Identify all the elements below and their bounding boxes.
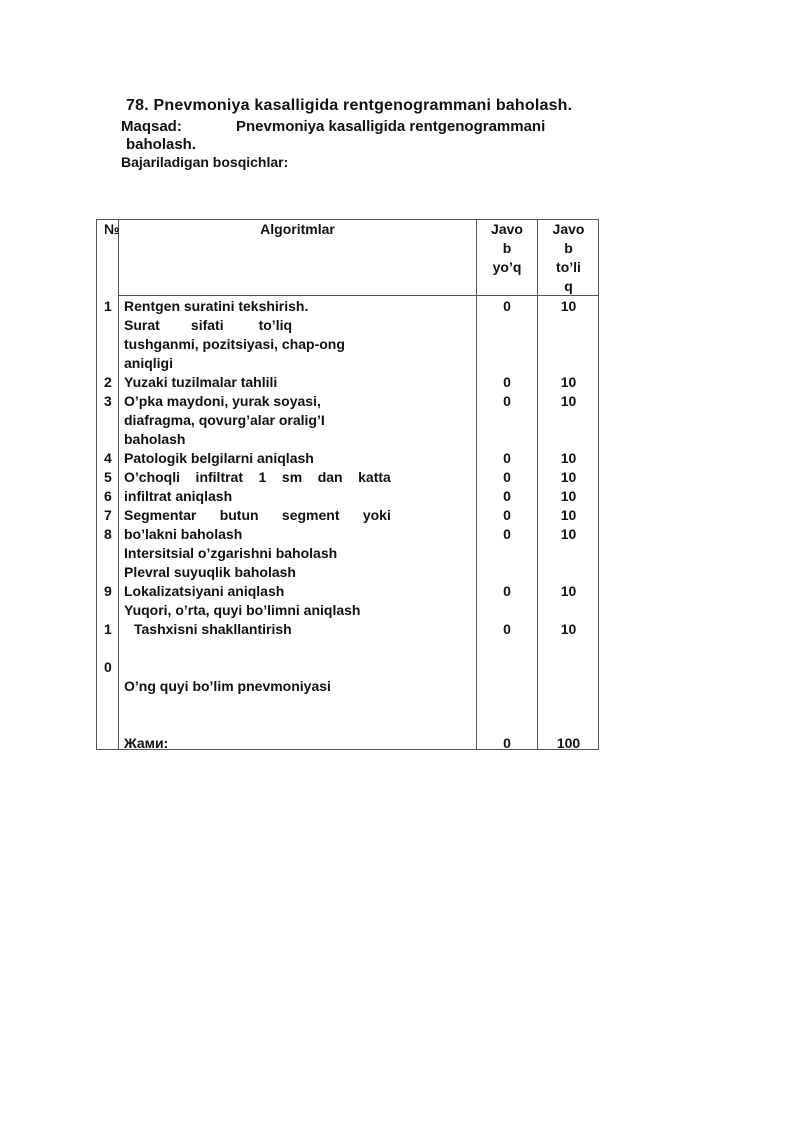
- algorithm-line: diafragma, qovurg’alar oralig’I: [124, 412, 325, 428]
- header-no-answer-line: Javo: [491, 221, 523, 237]
- row-number: 5: [104, 469, 112, 485]
- full-answer-score: 10: [560, 488, 577, 504]
- no-answer-total: 0: [503, 735, 511, 751]
- header-no-answer-line: b: [502, 240, 512, 256]
- header-full-answer-line: q: [564, 278, 573, 294]
- no-answer-score: 0: [503, 298, 511, 314]
- row-number: 0: [104, 659, 112, 675]
- goal-text: Pnevmoniya kasalligida rentgenogrammani: [236, 118, 546, 135]
- algorithm-line: Tashxisni shakllantirish: [134, 621, 292, 637]
- full-answer-score: 10: [560, 507, 577, 523]
- row-number: 6: [104, 488, 112, 504]
- no-answer-score: 0: [503, 507, 511, 523]
- row-number: 8: [104, 526, 112, 542]
- header-full-answer-line: Javo: [552, 221, 585, 237]
- full-answer-score: 10: [560, 526, 577, 542]
- algorithm-line: Plevral suyuqlik baholash: [124, 564, 296, 580]
- no-answer-score: 0: [503, 583, 511, 599]
- column-divider: [118, 220, 119, 749]
- algorithm-line: aniqligi: [124, 355, 173, 371]
- no-answer-score: 0: [503, 450, 511, 466]
- no-answer-score: 0: [503, 469, 511, 485]
- row-number: 9: [104, 583, 112, 599]
- header-divider: [118, 295, 598, 296]
- algorithm-line: infiltrat aniqlash: [124, 488, 233, 504]
- full-answer-total: 100: [556, 735, 581, 751]
- row-number: 2: [104, 374, 112, 390]
- algorithm-line: Patologik belgilarni aniqlash: [124, 450, 314, 466]
- header-no-answer: [477, 220, 537, 277]
- algorithm-line: Yuqori, o’rta, quyi bo’limni aniqlash: [124, 602, 361, 618]
- algorithm-line: bo’lakni baholash: [124, 526, 243, 542]
- row-number: 7: [104, 507, 112, 523]
- goal-text-continued: baholash.: [126, 136, 197, 153]
- algorithm-line: baholash: [124, 431, 186, 447]
- no-answer-score: 0: [503, 393, 511, 409]
- row-number: 3: [104, 393, 112, 409]
- document-title: 78. Pnevmoniya kasalligida rentgenogrammani baholash.: [126, 97, 573, 114]
- row-number: 4: [104, 450, 112, 466]
- steps-label: Bajariladigan bosqichlar:: [121, 154, 289, 170]
- no-answer-score: 0: [503, 374, 511, 390]
- algorithm-line: Intersitsial o’zgarishni baholash: [124, 545, 338, 561]
- total-label: Жами:: [124, 735, 169, 751]
- header-full-answer-line: to’li: [556, 259, 581, 275]
- no-answer-score: 0: [503, 621, 511, 637]
- algorithm-line: O’pka maydoni, yurak soyasi,: [124, 393, 321, 409]
- full-answer-score: 10: [560, 621, 577, 637]
- row-number: 1: [104, 621, 112, 637]
- goal-label: Maqsad:: [121, 118, 182, 135]
- full-answer-score: 10: [560, 374, 577, 390]
- no-answer-score: 0: [503, 526, 511, 542]
- algorithm-line: Yuzaki tuzilmalar tahlili: [124, 374, 278, 390]
- header-full-answer: [538, 220, 599, 296]
- algorithm-line: Rentgen suratini tekshirish.: [124, 298, 309, 314]
- header-num: №: [104, 221, 120, 237]
- no-answer-score: 0: [503, 488, 511, 504]
- full-answer-score: 10: [560, 469, 577, 485]
- algorithm-line: Segmentar butun segment yoki: [124, 507, 391, 523]
- algorithm-line: Lokalizatsiyani aniqlash: [124, 583, 285, 599]
- algorithm-table: [96, 219, 599, 750]
- full-answer-score: 10: [560, 583, 577, 599]
- header-full-answer-line: b: [564, 240, 573, 256]
- full-answer-score: 10: [560, 393, 577, 409]
- algorithm-line: Surat sifati to’liq: [124, 317, 293, 333]
- full-answer-score: 10: [560, 450, 577, 466]
- row-number: 1: [104, 298, 112, 314]
- diagnosis-line: O’ng quyi bo’lim pnevmoniyasi: [124, 678, 331, 694]
- full-answer-score: 10: [560, 298, 577, 314]
- header-no-answer-line: yo’q: [492, 259, 522, 275]
- header-algorithms: Algoritmlar: [260, 221, 335, 237]
- algorithm-line: tushganmi, pozitsiyasi, chap-ong: [124, 336, 345, 352]
- algorithm-line: O’choqli infiltrat 1 sm dan katta: [124, 469, 391, 485]
